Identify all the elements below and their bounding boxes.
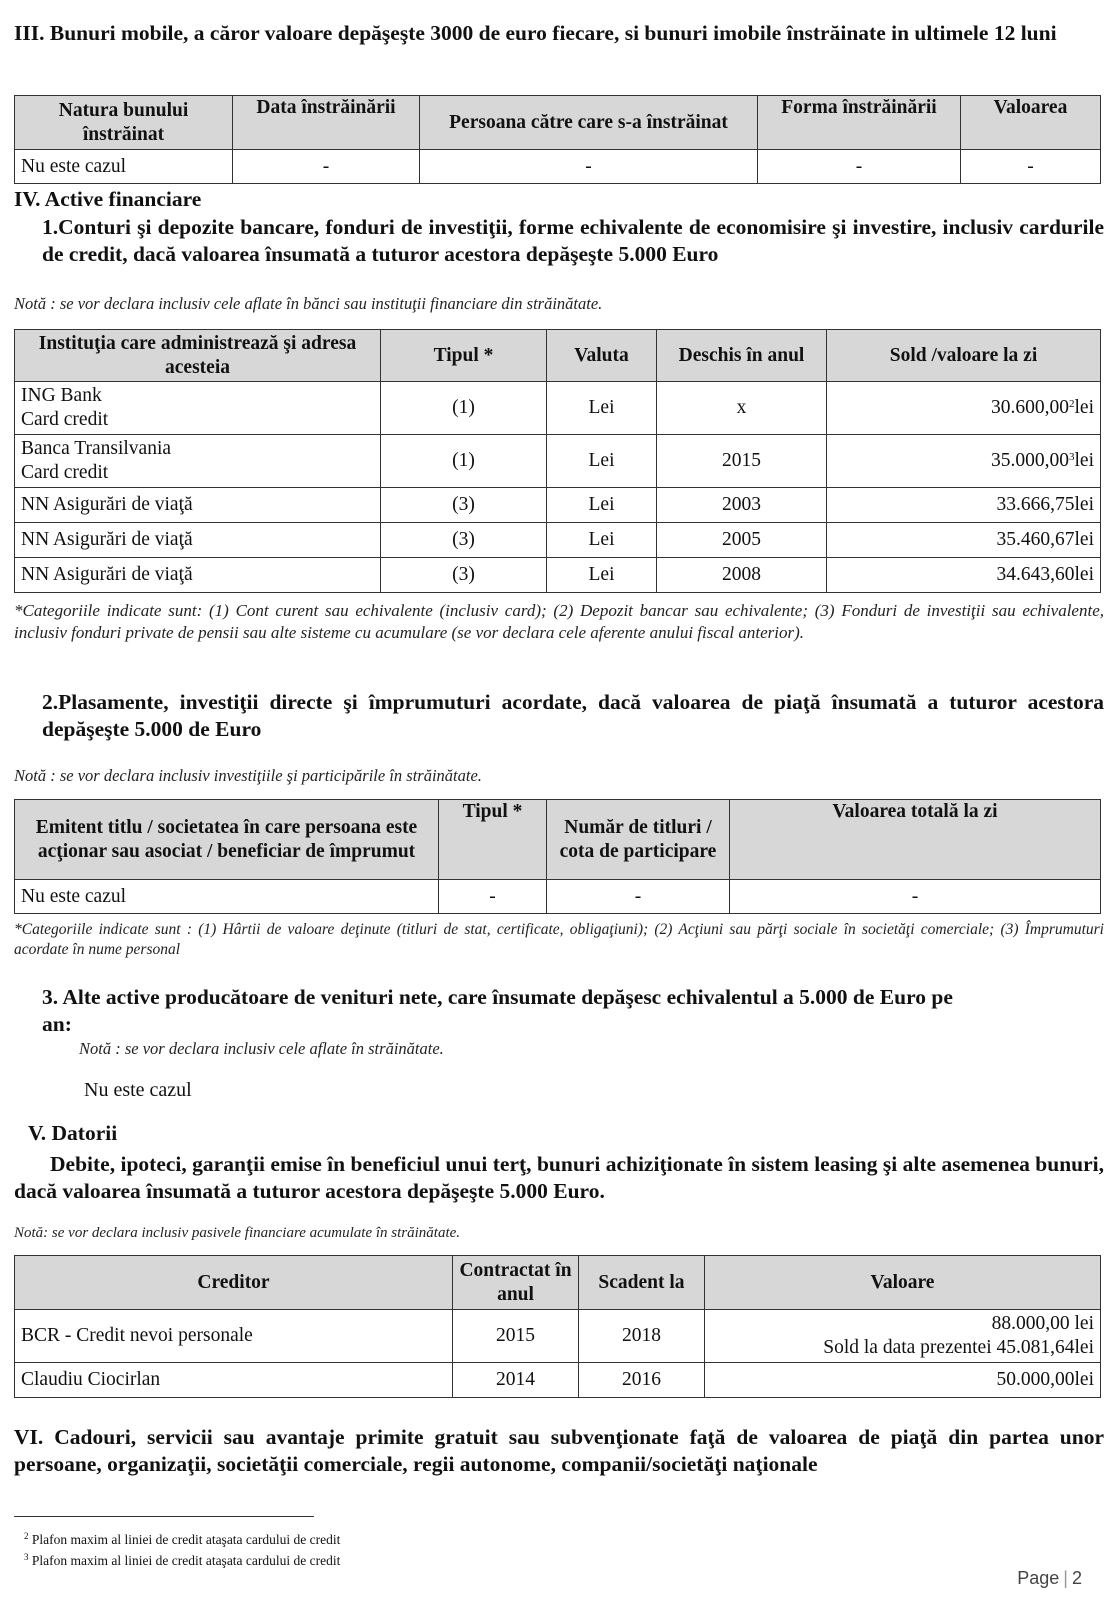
section-4-title: IV. Active financiare <box>14 187 202 211</box>
table-row: NN Asigurări de viaţă (3) Lei 2008 34.643,60lei <box>15 558 1101 593</box>
header-nature: Natura bunului înstrăinat <box>15 96 233 150</box>
section-5-subtitle: Debite, ipoteci, garanţii emise în beneficiul unui terţ, bunuri achiziţionate în sistem leasing şi alte asemenea bunuri, dacă valoarea însumată a tuturor acestora depăşeşte 5.000 Euro. <box>14 1152 1104 1203</box>
page-number: Page | 2 <box>1017 1568 1082 1588</box>
bank-accounts-table <box>14 329 1101 593</box>
subsection-3-title: 3. Alte active producătoare de venituri nete, care însumate depăşesc echivalentul a 5.000 de Euro pe <box>42 985 953 1009</box>
header-person: Persoana către care s-a înstrăinat <box>420 96 758 150</box>
header-opened-year: Deschis în anul <box>657 330 827 382</box>
table-row: Nu este cazul - - - <box>15 880 1101 914</box>
investments-table <box>14 799 1101 914</box>
header-currency: Valuta <box>547 330 657 382</box>
header-value: Valoare <box>705 1256 1101 1310</box>
section-5-note: Notă: se vor declara inclusiv pasivele financiare acumulate în străinătate. <box>14 1225 461 1241</box>
header-total-value: Valoarea totală la zi <box>730 800 1101 880</box>
table-row: NN Asigurări de viaţă (3) Lei 2005 35.460,67lei <box>15 523 1101 558</box>
table-row: Claudiu Ciocirlan 2014 2016 50.000,00lei <box>15 1363 1101 1398</box>
header-due: Scadent la <box>579 1256 705 1310</box>
footnote-divider <box>14 1516 314 1517</box>
section-5-title: V. Datorii <box>28 1121 118 1145</box>
subsection-2-title: 2.Plasamente, investiţii directe şi împrumuturi acordate, dacă valoarea de piaţă însumată a tuturor acestora depăşeşte 5.000 de Euro <box>42 690 1104 741</box>
header-date: Data înstrăinării <box>233 96 420 150</box>
header-securities: Număr de titluri / cota de participare <box>547 800 730 880</box>
subsection-1-note: Notă : se vor declara inclusiv cele aflate în bănci sau instituţii financiare din străinătate. <box>14 294 603 313</box>
subsection-3-note: Notă : se vor declara inclusiv cele aflate în străinătate. <box>79 1039 444 1058</box>
categories-note-2: *Categoriile indicate sunt : (1) Hârtii de valoare deţinute (titluri de stat, certificate, obligaţiuni); (2) Acţiuni sau părţi sociale în societăţi comerciale; (3) Împrumuturi acordate în nume personal <box>14 921 1104 958</box>
section-6-title: VI. Cadouri, servicii sau avantaje primite gratuit sau subvenţionate faţă de valoarea de piaţă din partea unor persoane, organizaţii, societăţii comerciale, regii autonome, companii/societăţi naţionale <box>14 1425 1104 1476</box>
subsection-1-title: 1.Conturi şi depozite bancare, fonduri de investiţii, forme echivalente de economisire şi investire, inclusiv cardurile de credit, dacă valoarea însumată a tuturor acestora depăşeşte 5.000 Euro <box>42 215 1104 266</box>
header-creditor: Creditor <box>15 1256 453 1310</box>
subsection-2-note: Notă : se vor declara inclusiv investiţiile şi participările în străinătate. <box>14 766 482 785</box>
debts-table <box>14 1255 1101 1398</box>
alienated-goods-table <box>14 95 1101 184</box>
table-row: BCR - Credit nevoi personale 2015 2018 88.000,00 lei Sold la data prezentei 45.081,64lei <box>15 1310 1101 1363</box>
footnote-2: $^2$ Plafon maxim al liniei de credit ataşata cardului de credit <box>24 1531 341 1547</box>
table-row: ING Bank Card credit (1) Lei x 30.600,00$^2$lei <box>15 382 1101 435</box>
footnote-3: $^3$ Plafon maxim al liniei de credit ataşata cardului de credit <box>24 1552 341 1568</box>
subsection-3-value: Nu este cazul <box>84 1079 192 1101</box>
header-type: Tipul * <box>439 800 547 880</box>
header-institution: Instituţia care administrează şi adresa acesteia <box>15 330 381 382</box>
header-form: Forma înstrăinării <box>758 96 961 150</box>
section-3-title: III. Bunuri mobile, a căror valoare depăşeşte 3000 de euro fiecare, si bunuri imobile înstrăinate in ultimele 12 luni <box>14 21 1057 45</box>
document-page <box>14 0 1104 1602</box>
table-row: NN Asigurări de viaţă (3) Lei 2003 33.666,75lei <box>15 488 1101 523</box>
header-issuer: Emitent titlu / societatea în care persoana este acţionar sau asociat / beneficiar de împrumut <box>15 800 439 880</box>
header-balance: Sold /valoare la zi <box>827 330 1101 382</box>
table-row: Banca Transilvania Card credit (1) Lei 2015 35.000,00$^3$lei <box>15 435 1101 488</box>
categories-note-1: *Categoriile indicate sunt: (1) Cont curent sau echivalente (inclusiv card); (2) Depozit bancar sau echivalente; (3) Fonduri de investiţii sau echivalente, inclusiv fonduri private de pensii sau alte sisteme cu acumulare (se vor declara cele aferente anului fiscal anterior). <box>14 601 1104 642</box>
subsection-3-title-cont: an: <box>42 1012 72 1036</box>
table-row: Nu este cazul - - - - <box>15 150 1101 184</box>
header-contracted-year: Contractat în anul <box>453 1256 579 1310</box>
header-value: Valoarea <box>961 96 1101 150</box>
header-type: Tipul * <box>381 330 547 382</box>
